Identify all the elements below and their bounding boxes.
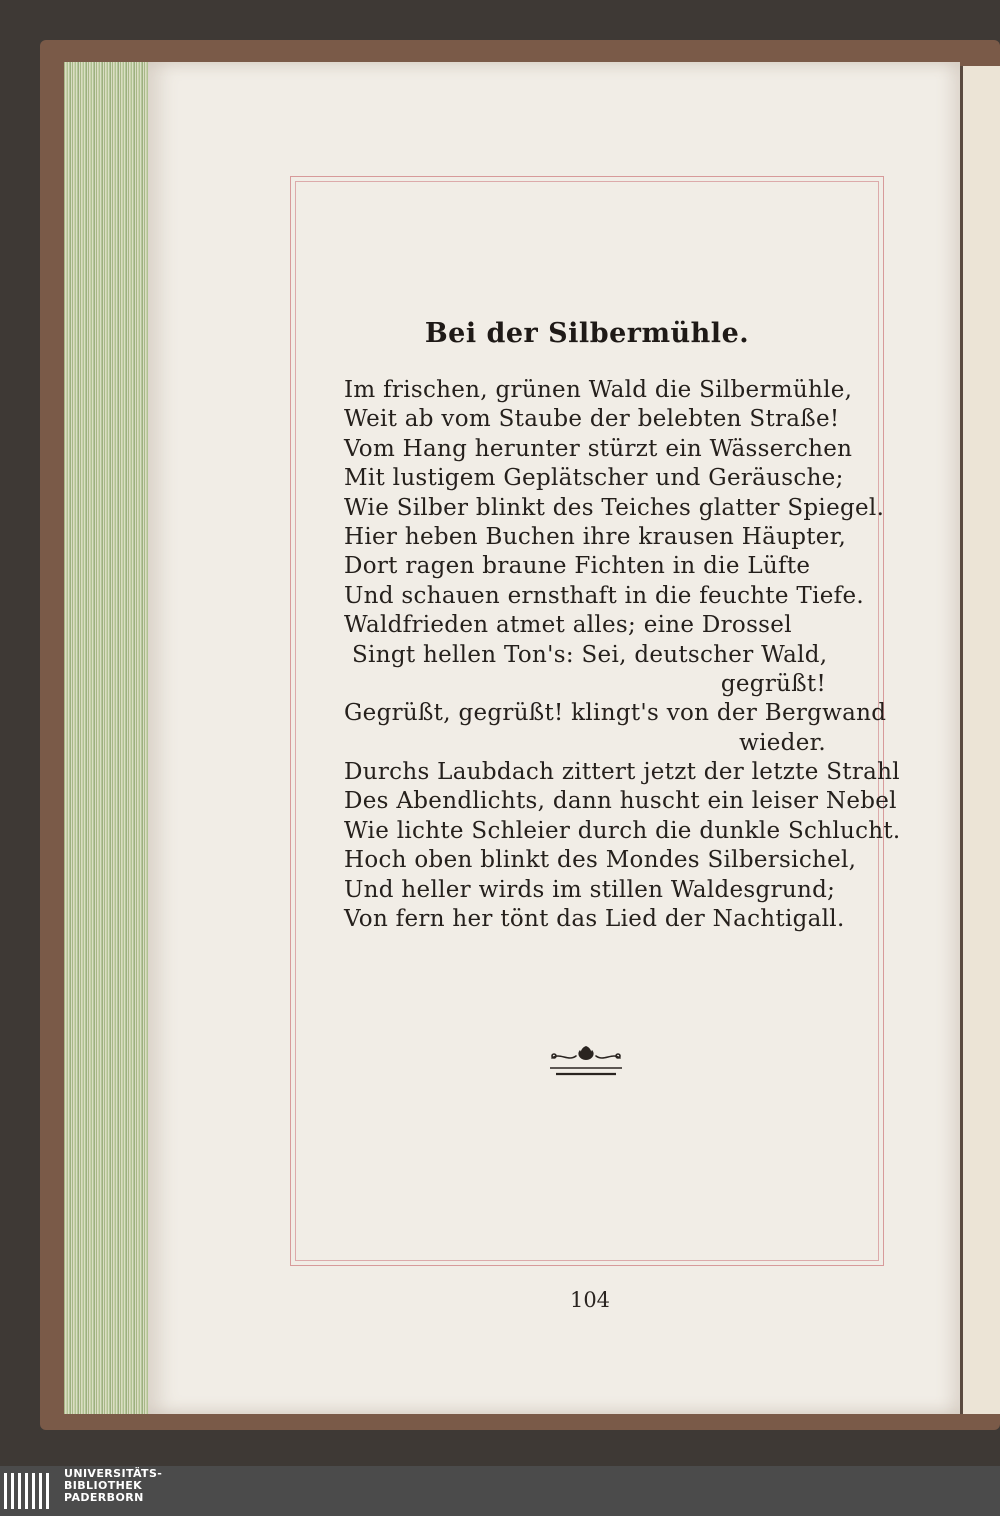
library-name-line1: UNIVERSITÄTS- — [64, 1467, 163, 1480]
poem-line: Wie lichte Schleier durch die dunkle Schlucht. — [344, 817, 901, 844]
ornament-vignette — [540, 1040, 632, 1082]
poem-title: Bei der Silbermühle. — [424, 318, 750, 349]
poem-line: Hoch oben blinkt des Mondes Silbersichel, — [344, 847, 857, 874]
poem-line: Dort ragen braune Fichten in die Lüfte — [344, 553, 811, 580]
page-edges — [64, 62, 150, 1414]
library-name — [64, 1468, 264, 1504]
poem-line: Und schauen ernsthaft in die feuchte Tiefe. — [344, 582, 864, 609]
poem-line: Vom Hang herunter stürzt ein Wässerchen — [344, 435, 853, 462]
poem-line: Wie Silber blinkt des Teiches glatter Spiegel. — [344, 494, 885, 521]
poem-line: Singt hellen Ton's: Sei, deutscher Wald, — [352, 641, 828, 668]
poem-line: Und heller wirds im stillen Waldesgrund; — [344, 876, 836, 903]
poem-line: wieder. — [739, 729, 826, 756]
poem-line: Hier heben Buchen ihre krausen Häupter, — [344, 523, 847, 550]
library-name-line3: PADERBORN — [64, 1491, 144, 1504]
poem-line: Gegrüßt, gegrüßt! klingt's von der Bergwand — [344, 700, 887, 727]
poem-line: Im frischen, grünen Wald die Silbermühle, — [344, 377, 853, 403]
poem-line: Des Abendlichts, dann huscht ein leiser Nebel — [344, 788, 897, 815]
poem-line: gegrüßt! — [720, 670, 826, 697]
poem-body — [344, 376, 901, 934]
poem-line: Durchs Laubdach zittert jetzt der letzte Strahl — [344, 759, 900, 786]
poem-line: Waldfrieden atmet alles; eine Drossel — [344, 612, 792, 639]
library-footer — [0, 1466, 1000, 1516]
poem-line: Von fern her tönt das Lied der Nachtigall. — [344, 906, 845, 933]
library-logo — [0, 1469, 56, 1513]
poem-line: Weit ab vom Staube der belebten Straße! — [344, 406, 840, 433]
poem-line: Mit lustigem Geplätscher und Geräusche; — [344, 465, 844, 492]
facing-page-edge — [960, 66, 1000, 1414]
library-name-line2: BIBLIOTHEK — [64, 1479, 143, 1492]
page-number: 104 — [569, 1288, 611, 1312]
